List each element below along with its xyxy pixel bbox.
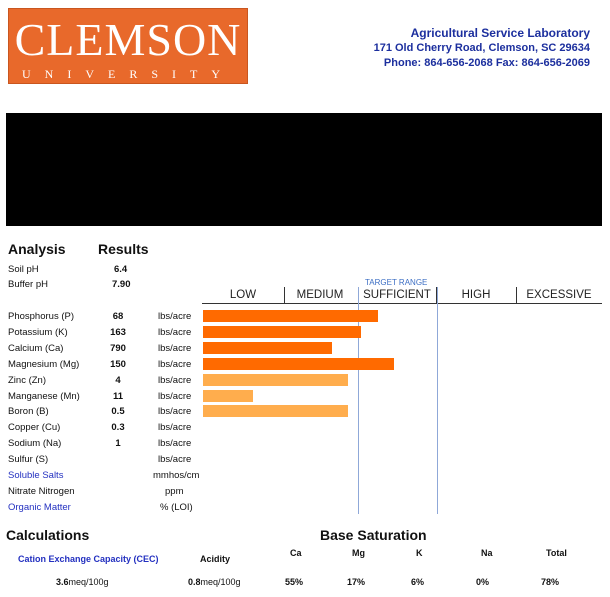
base-saturation-col-value: 0% [476, 577, 490, 587]
nutrient-level-bar [203, 310, 378, 322]
buffer-ph-label: Buffer pH [8, 279, 48, 290]
nutrient-unit: mmhos/cm [153, 470, 200, 481]
cec-label: Cation Exchange Capacity (CEC) [18, 554, 159, 564]
nutrient-level-bar [203, 390, 253, 402]
cec-value: 3.6meq/100g [56, 577, 109, 587]
nutrient-value: 11 [112, 390, 124, 402]
nutrient-unit: lbs/acre [158, 406, 192, 418]
nutrient-name: Organic Matter [8, 501, 71, 513]
lab-phone: Phone: 864-656-2068 Fax: 864-656-2069 [383, 57, 590, 69]
acidity-value: 0.8meq/100g [188, 577, 241, 587]
nutrient-unit: lbs/acre [158, 454, 192, 466]
nutrient-unit: lbs/acre [158, 358, 192, 370]
nutrient-value: 4 [115, 374, 121, 386]
range-divider [284, 287, 285, 303]
lab-address: 171 Old Cherry Road, Clemson, SC 29634 [373, 42, 590, 54]
nutrient-name: Copper (Cu) [8, 422, 61, 434]
nutrient-name: Nitrate Nitrogen [8, 485, 75, 497]
nutrient-value: 150 [110, 358, 126, 370]
buffer-ph-value: 7.90 [112, 279, 131, 290]
base-saturation-col-label: Ca [290, 548, 302, 558]
redacted-block [6, 113, 602, 226]
nutrient-value: 163 [110, 326, 126, 338]
nutrient-level-bar [203, 358, 394, 370]
base-saturation-col-label: Total [546, 548, 567, 558]
nutrient-name: Magnesium (Mg) [8, 358, 80, 370]
nutrient-value: 0.5 [111, 406, 125, 418]
base-saturation-col-value: 78% [541, 577, 560, 587]
base-saturation-col-label: K [416, 548, 423, 558]
acidity-label: Acidity [200, 554, 231, 564]
base-saturation-col-value: 17% [347, 577, 366, 587]
nutrient-level-bar [203, 405, 348, 417]
results-header: Results [98, 241, 149, 257]
clemson-logo [8, 8, 248, 84]
nutrient-unit: lbs/acre [158, 374, 192, 386]
nutrient-unit: ppm [165, 485, 184, 497]
nutrient-unit: lbs/acre [158, 326, 192, 338]
nutrient-name: Soluble Salts [8, 470, 64, 481]
target-range-label: TARGET RANGE [365, 278, 428, 287]
base-saturation-col-label: Na [481, 548, 493, 558]
nutrient-name: Potassium (K) [8, 326, 68, 338]
nutrient-level-bar [203, 342, 332, 354]
nutrient-value: 0.3 [111, 422, 125, 434]
nutrient-name: Manganese (Mn) [8, 390, 80, 402]
soil-ph-label: Soil pH [8, 264, 39, 275]
nutrient-value: 68 [112, 311, 124, 322]
nutrient-name: Boron (B) [8, 406, 49, 418]
range-sufficient: SUFFICIENT [363, 289, 431, 301]
nutrient-unit: lbs/acre [158, 311, 192, 322]
analysis-header: Analysis [8, 241, 66, 257]
range-excessive: EXCESSIVE [526, 289, 592, 301]
logo-subtext: UNIVERSITY [22, 67, 234, 81]
nutrient-unit: lbs/acre [158, 342, 192, 354]
nutrient-unit: % (LOI) [160, 501, 193, 513]
nutrient-value: 1 [115, 438, 121, 450]
range-high: HIGH [461, 289, 491, 301]
lab-name: Agricultural Service Laboratory [410, 26, 590, 40]
base-saturation-col-label: Mg [352, 548, 365, 558]
target-range-line-right [437, 287, 438, 514]
lab-contact-block [374, 26, 590, 71]
nutrient-level-bar [203, 326, 361, 338]
base-saturation-title: Base Saturation [320, 527, 427, 543]
logo-wordmark: CLEMSON [14, 14, 242, 65]
nutrient-unit: lbs/acre [158, 422, 192, 434]
base-saturation-col-value: 6% [411, 577, 425, 587]
soil-ph-value: 6.4 [114, 264, 128, 275]
nutrient-name: Calcium (Ca) [8, 342, 64, 354]
calculations-title: Calculations [6, 527, 90, 543]
nutrient-name: Zinc (Zn) [8, 374, 46, 386]
nutrient-name: Phosphorus (P) [8, 311, 75, 322]
nutrient-unit: lbs/acre [158, 390, 192, 402]
range-header-rule [202, 303, 602, 304]
nutrient-value: 790 [110, 342, 126, 354]
range-medium: MEDIUM [296, 289, 344, 301]
base-saturation-col-value: 55% [285, 577, 304, 587]
nutrient-unit: lbs/acre [158, 438, 192, 450]
nutrient-name: Sodium (Na) [8, 438, 62, 450]
nutrient-name: Sulfur (S) [8, 454, 49, 466]
range-low: LOW [229, 289, 257, 301]
range-divider [516, 287, 517, 303]
nutrient-level-bar [203, 374, 348, 386]
